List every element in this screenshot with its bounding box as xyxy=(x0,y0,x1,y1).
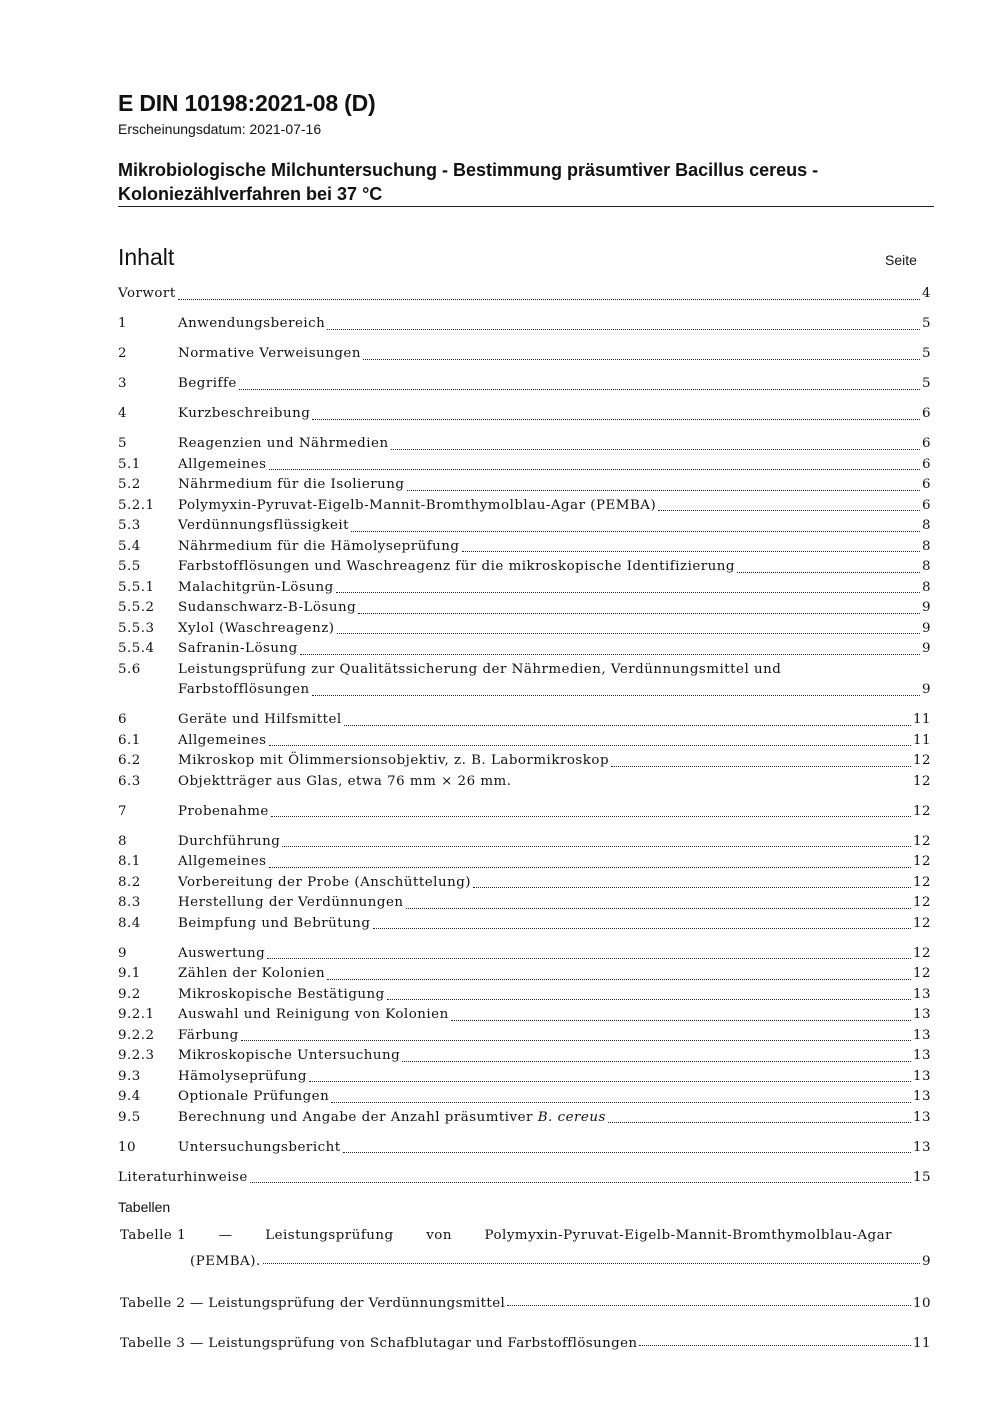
toc-entry-title: Polymyxin-Pyruvat-Eigelb-Mannit-Bromthymolblau-Agar (PEMBA) xyxy=(178,497,657,513)
toc-entry-title: Optionale Prüfungen xyxy=(178,1089,330,1104)
toc-entry-page: 6 xyxy=(921,406,931,421)
document-title: Mikrobiologische Milchuntersuchung - Bestimmung präsumtiver Bacillus cereus - Koloniezählverfahren bei 37 °C xyxy=(118,160,819,204)
toc-entry-number: 9.5 xyxy=(118,1109,141,1125)
table-list-entry[interactable] xyxy=(118,1290,931,1311)
toc-entry-number: 10 xyxy=(118,1139,137,1155)
toc-entry-page: 12 xyxy=(912,966,931,981)
toc-entry-literaturhinweise[interactable] xyxy=(118,1168,931,1189)
toc-entry[interactable] xyxy=(118,852,931,873)
toc-entry-title-continued: Farbstofflösungen xyxy=(178,682,310,697)
toc-entry-number: 9.2.2 xyxy=(118,1027,155,1043)
toc-entry-page: 12 xyxy=(912,874,931,890)
toc-entry[interactable] xyxy=(118,873,931,894)
tables-heading: Tabellen xyxy=(118,1199,171,1215)
leader-dots xyxy=(462,551,920,552)
toc-entry-title: Hämolyseprüfung xyxy=(178,1068,307,1084)
toc-entry-number: 5.3 xyxy=(118,518,141,533)
leader-dots xyxy=(363,359,920,360)
toc-entry-title: Nährmedium für die Isolierung xyxy=(178,477,405,492)
leader-dots xyxy=(269,469,920,470)
leader-dots xyxy=(402,1061,911,1062)
table-title: Tabelle 2 — Leistungsprüfung der Verdünnungsmittel xyxy=(120,1295,506,1311)
toc-entry-page: 13 xyxy=(912,1109,931,1125)
toc-entry-page: 6 xyxy=(921,456,931,472)
toc-entry-number: 6.3 xyxy=(118,773,141,789)
toc-entry-page: 12 xyxy=(912,895,931,910)
toc-entry[interactable] xyxy=(118,802,931,823)
toc-entry-title: Malachitgrün-Lösung xyxy=(178,579,334,595)
leader-dots xyxy=(178,299,920,300)
toc-entry[interactable] xyxy=(118,578,931,599)
toc-entry-page: 13 xyxy=(912,1089,931,1104)
leader-dots xyxy=(343,1152,911,1153)
toc-entry-vorwort[interactable] xyxy=(118,284,931,305)
toc-entry-number: 9.3 xyxy=(118,1068,141,1084)
table-title-continued: (PEMBA). xyxy=(190,1254,261,1269)
toc-entry-title: Normative Verweisungen xyxy=(178,346,361,361)
toc-entry-page: 13 xyxy=(912,1027,931,1043)
toc-entry-number: 9.2.3 xyxy=(118,1048,155,1063)
toc-entry-title: Probenahme xyxy=(178,803,269,819)
leader-dots xyxy=(473,887,911,888)
toc-entry[interactable] xyxy=(118,557,931,578)
toc-entry-title: Farbstofflösungen und Waschreagenz für die mikroskopische Identifizierung xyxy=(178,559,736,574)
leader-dots xyxy=(327,329,920,330)
toc-entry-title: Sudanschwarz-B-Lösung xyxy=(178,600,357,615)
toc-entry-page: 8 xyxy=(921,579,931,595)
toc-entry-number: 3 xyxy=(118,376,128,391)
toc-entry-number: 7 xyxy=(118,803,128,819)
toc-entry-number: 6.2 xyxy=(118,753,141,768)
toc-entry[interactable] xyxy=(118,639,931,660)
table-title: Tabelle 3 — Leistungsprüfung von Schafblutagar und Farbstofflösungen xyxy=(120,1336,638,1351)
toc-entry-page: 5 xyxy=(921,316,931,331)
leader-dots xyxy=(331,1102,911,1103)
toc-entry-title: Allgemeines xyxy=(178,732,267,748)
toc-entry-number: 8.4 xyxy=(118,915,141,931)
document-id: E DIN 10198:2021-08 (D) xyxy=(118,90,376,116)
toc-entry-title: Literaturhinweise xyxy=(118,1169,248,1185)
toc-entry-page: 12 xyxy=(912,803,931,819)
toc-entry-page: 12 xyxy=(912,753,931,768)
toc-entry-number: 5.2 xyxy=(118,477,141,492)
toc-entry[interactable] xyxy=(118,832,931,853)
leader-dots xyxy=(239,389,920,390)
toc-entry-number: 9 xyxy=(118,945,128,961)
leader-dots xyxy=(300,654,920,655)
toc-entry-number: 5.1 xyxy=(118,456,141,472)
toc-entry-page: 8 xyxy=(921,559,931,574)
toc-entry-page: 6 xyxy=(921,436,931,451)
toc-entry-page: 13 xyxy=(912,1139,931,1155)
toc-entry-title: Durchführung xyxy=(178,833,281,849)
toc-entry-number: 5.4 xyxy=(118,538,141,554)
leader-dots xyxy=(387,999,911,1000)
toc-entry-page: 13 xyxy=(912,1007,931,1022)
toc-entry[interactable] xyxy=(118,344,931,365)
toc-entry[interactable] xyxy=(118,404,931,425)
leader-dots xyxy=(344,725,911,726)
toc-entry-page: 8 xyxy=(921,518,931,533)
toc-entry-page: 12 xyxy=(912,854,931,869)
toc-entry-title: Verdünnungsflüssigkeit xyxy=(178,518,350,533)
table-page: 11 xyxy=(912,1336,931,1351)
leader-dots xyxy=(337,633,920,634)
toc-entry[interactable] xyxy=(118,1067,931,1088)
toc-entry-number: 8 xyxy=(118,833,128,849)
toc-entry-title: Untersuchungsbericht xyxy=(178,1139,341,1155)
toc-entry-page: 15 xyxy=(912,1169,931,1185)
toc-entry[interactable] xyxy=(118,1046,931,1067)
toc-entry-title-text: Berechnung und Angabe der Anzahl präsumtiver xyxy=(178,1109,533,1125)
table-title-word: Leistungsprüfung xyxy=(265,1228,394,1243)
toc-entry-page: 6 xyxy=(921,477,931,492)
toc-entry[interactable] xyxy=(118,1108,931,1129)
table-label: Tabelle 1 xyxy=(120,1228,187,1243)
toc-entry-title: Auswertung xyxy=(178,945,266,961)
toc-entry[interactable] xyxy=(118,914,931,935)
toc-entry[interactable] xyxy=(118,944,931,965)
leader-dots xyxy=(407,490,920,491)
toc-entry[interactable] xyxy=(118,751,931,772)
toc-entry-number: 5.5.2 xyxy=(118,600,155,615)
toc-entry-title: Geräte und Hilfsmittel xyxy=(178,712,342,727)
leader-dots xyxy=(658,510,920,511)
toc-entry-page: 11 xyxy=(912,712,931,727)
leader-dots xyxy=(312,419,920,420)
toc-entry-title: Vorbereitung der Probe (Anschüttelung) xyxy=(178,874,471,890)
toc-entry-page: 9 xyxy=(921,682,931,697)
toc-entry-title: Kurzbeschreibung xyxy=(178,406,311,421)
toc-entry-title: Zählen der Kolonien xyxy=(178,966,326,981)
toc-entry-page: 8 xyxy=(921,538,931,554)
leader-dots xyxy=(737,572,920,573)
toc-entry[interactable] xyxy=(118,455,931,476)
leader-dots xyxy=(639,1345,911,1346)
toc-entry-page: 13 xyxy=(912,1068,931,1084)
toc-entry-title: Mikroskop mit Ölimmersionsobjektiv, z. B. Labormikroskop xyxy=(178,753,610,768)
table-page: 10 xyxy=(912,1295,931,1311)
toc-entry-page: 12 xyxy=(912,773,931,789)
page-column-heading: Seite xyxy=(885,252,917,268)
toc-entry-title: Färbung xyxy=(178,1027,239,1043)
toc-entry-title: Xylol (Waschreagenz) xyxy=(178,620,335,636)
toc-entry-title: Allgemeines xyxy=(178,854,267,869)
toc-entry-number: 9.4 xyxy=(118,1089,141,1104)
leader-dots xyxy=(271,816,911,817)
toc-entry-number: 9.2 xyxy=(118,986,141,1002)
toc-entry[interactable] xyxy=(118,985,931,1006)
leader-dots xyxy=(507,1305,911,1306)
leader-dots xyxy=(611,766,911,767)
toc-entry-page: 13 xyxy=(912,1048,931,1063)
toc-entry-page: 12 xyxy=(912,945,931,961)
toc-entry-title: Auswahl und Reinigung von Kolonien xyxy=(178,1007,449,1022)
leader-dots xyxy=(336,592,920,593)
toc-entry-title: Reagenzien und Nährmedien xyxy=(178,436,389,451)
toc-entry[interactable] xyxy=(118,1026,931,1047)
leader-dots xyxy=(309,1081,911,1082)
toc-entry-number: 5.5 xyxy=(118,559,141,574)
toc-entry[interactable] xyxy=(118,660,931,701)
leader-dots xyxy=(327,979,911,980)
toc-entry[interactable] xyxy=(118,1138,931,1159)
toc-entry[interactable] xyxy=(118,496,931,517)
toc-entry-title: Begriffe xyxy=(178,376,237,391)
leader-dots xyxy=(263,1263,920,1264)
toc-entry-title: Vorwort xyxy=(118,286,176,301)
toc-entry-number: 9.1 xyxy=(118,966,141,981)
toc-entry-number: 6 xyxy=(118,712,128,727)
toc-entry-number: 6.1 xyxy=(118,732,141,748)
toc-entry[interactable] xyxy=(118,314,931,335)
toc-entry-page: 6 xyxy=(921,497,931,513)
table-page: 9 xyxy=(921,1254,931,1269)
toc-entry-page: 12 xyxy=(912,915,931,931)
leader-dots xyxy=(608,1122,911,1123)
toc-entry[interactable] xyxy=(118,434,931,455)
toc-entry[interactable] xyxy=(118,710,931,731)
leader-dots xyxy=(269,745,911,746)
toc-entry-number: 8.1 xyxy=(118,854,141,869)
toc-entry-title: Leistungsprüfung zur Qualitätssicherung der Nährmedien, Verdünnungsmittel und xyxy=(178,661,782,677)
toc-entry-title: Nährmedium für die Hämolyseprüfung xyxy=(178,538,460,554)
toc-entry[interactable] xyxy=(118,893,931,914)
leader-dots xyxy=(373,928,911,929)
toc-entry[interactable] xyxy=(118,772,931,793)
toc-entry-number: 1 xyxy=(118,316,128,331)
toc-entry[interactable] xyxy=(118,964,931,985)
toc-entry[interactable] xyxy=(118,475,931,496)
toc-entry-page: 13 xyxy=(912,986,931,1002)
toc-entry-number: 5.5.3 xyxy=(118,620,155,636)
leader-dots xyxy=(241,1040,911,1041)
toc-entry-number: 5.2.1 xyxy=(118,497,155,513)
toc-entry-number: 8.3 xyxy=(118,895,141,910)
leader-dots xyxy=(351,531,920,532)
table-dash: — xyxy=(218,1228,233,1243)
table-title-word: Polymyxin-Pyruvat-Eigelb-Mannit-Bromthymolblau-Agar xyxy=(484,1228,892,1243)
toc-entry-number: 2 xyxy=(118,346,128,361)
toc-entry-number: 5 xyxy=(118,436,128,451)
toc-entry-title: Mikroskopische Bestätigung xyxy=(178,986,385,1002)
leader-dots xyxy=(514,786,911,787)
toc-entry-title: Anwendungsbereich xyxy=(178,316,326,331)
toc-entry[interactable] xyxy=(118,516,931,537)
toc-entry-page: 9 xyxy=(921,641,931,656)
toc-entry-number: 4 xyxy=(118,406,128,421)
table-of-contents xyxy=(118,284,931,1351)
toc-entry[interactable] xyxy=(118,537,931,558)
leader-dots xyxy=(358,613,920,614)
leader-dots xyxy=(250,1182,911,1183)
toc-entry[interactable] xyxy=(118,1005,931,1026)
leader-dots xyxy=(269,867,911,868)
toc-entry-page: 5 xyxy=(921,346,931,361)
table-list-entry[interactable] xyxy=(118,1331,931,1352)
leader-dots xyxy=(282,846,911,847)
publication-date: Erscheinungsdatum: 2021-07-16 xyxy=(118,121,322,137)
toc-entry-title xyxy=(178,1108,606,1129)
leader-dots xyxy=(267,958,911,959)
toc-entry-page: 11 xyxy=(912,732,931,748)
leader-dots xyxy=(406,908,911,909)
toc-entry[interactable] xyxy=(118,374,931,395)
toc-entry[interactable] xyxy=(118,598,931,619)
toc-entry-title: Allgemeines xyxy=(178,456,267,472)
toc-entry-page: 9 xyxy=(921,620,931,636)
toc-entry-page: 12 xyxy=(912,833,931,849)
toc-entry-page: 9 xyxy=(921,600,931,615)
table-title-word: von xyxy=(426,1228,452,1243)
toc-entry-number: 5.5.1 xyxy=(118,579,155,595)
toc-entry-page: 5 xyxy=(921,376,931,391)
species-name: B. cereus xyxy=(537,1109,606,1125)
toc-entry-title: Objektträger aus Glas, etwa 76 mm × 26 mm. xyxy=(178,773,512,789)
leader-dots xyxy=(312,695,920,696)
toc-entry-title: Mikroskopische Untersuchung xyxy=(178,1048,401,1063)
toc-entry-page: 4 xyxy=(921,286,931,301)
toc-entry-number: 5.6 xyxy=(118,661,141,677)
toc-heading: Inhalt xyxy=(118,244,175,270)
title-divider xyxy=(118,206,934,207)
toc-entry[interactable] xyxy=(118,731,931,752)
leader-dots xyxy=(391,449,920,450)
toc-entry-number: 8.2 xyxy=(118,874,141,890)
table-list-entry[interactable] xyxy=(118,1228,931,1269)
toc-entry-title: Herstellung der Verdünnungen xyxy=(178,895,404,910)
toc-entry[interactable] xyxy=(118,619,931,640)
toc-entry-title: Beimpfung und Bebrütung xyxy=(178,915,371,931)
leader-dots xyxy=(451,1020,911,1021)
toc-entry-number: 9.2.1 xyxy=(118,1007,155,1022)
toc-entry-title: Safranin-Lösung xyxy=(178,641,298,656)
toc-entry-number: 5.5.4 xyxy=(118,641,155,656)
toc-entry[interactable] xyxy=(118,1087,931,1108)
